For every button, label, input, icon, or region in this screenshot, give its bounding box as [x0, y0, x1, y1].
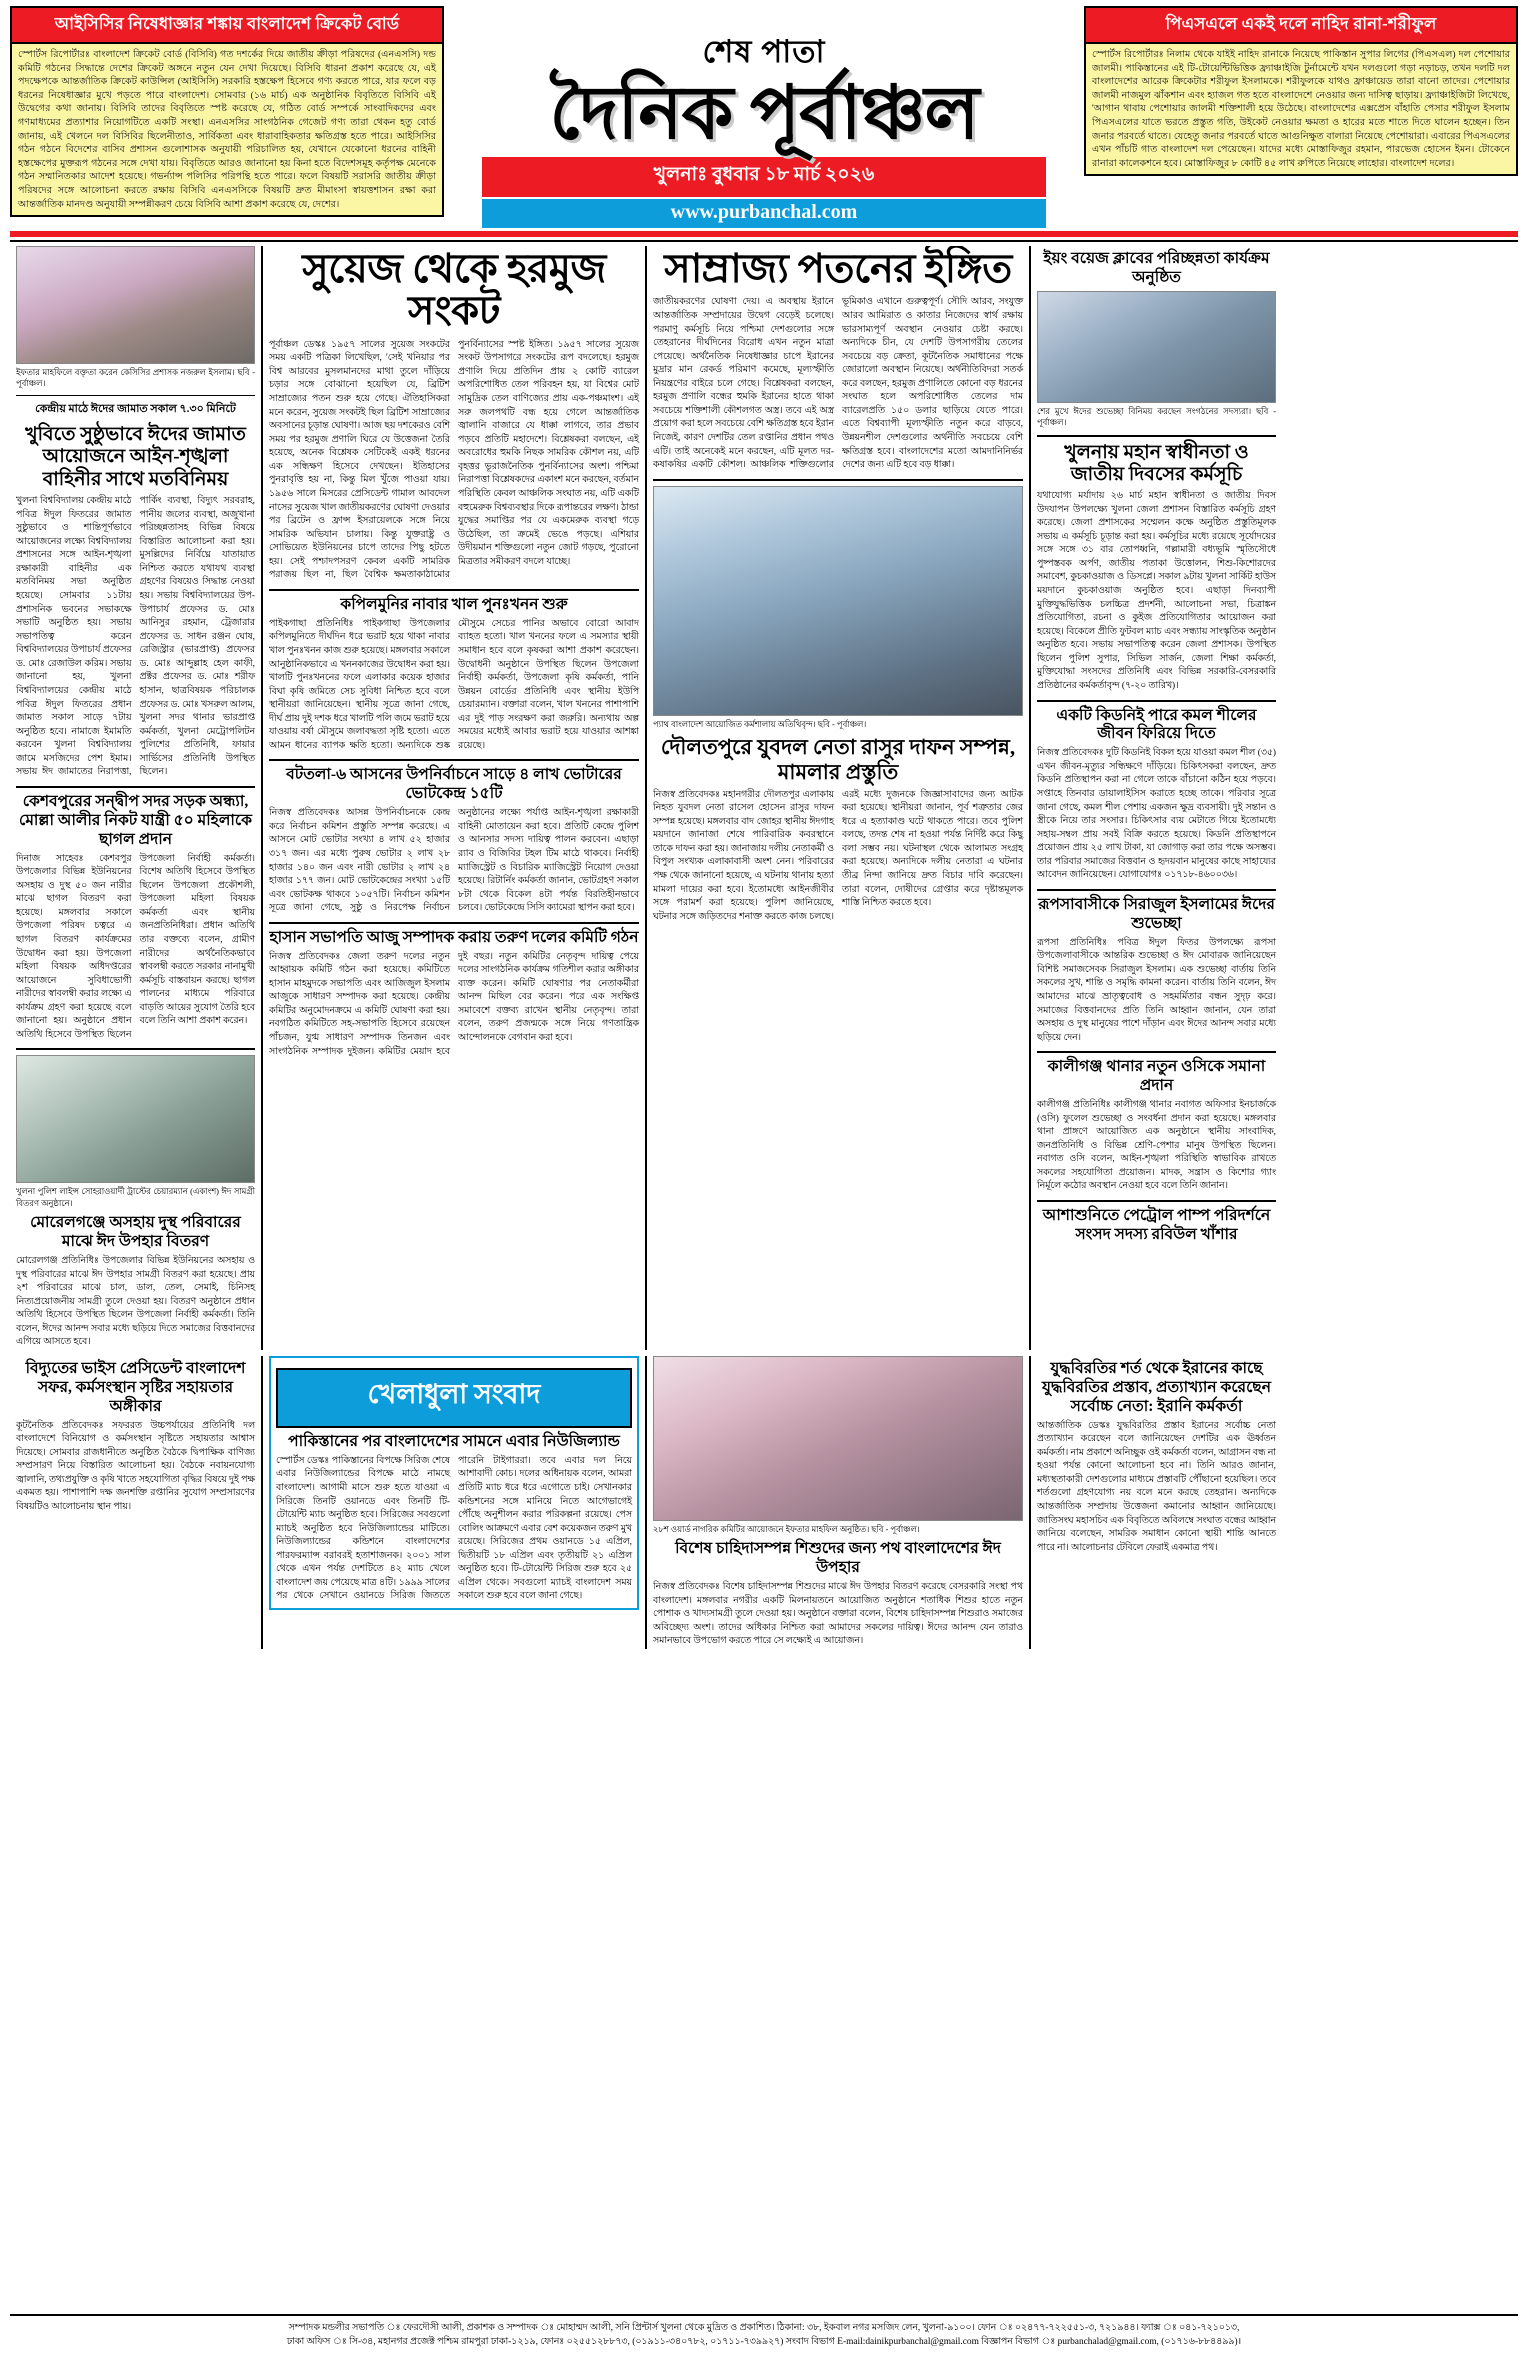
footer-line-2: ঢাকা অফিস ঃ সি-৩৪, মহানগর প্রজেক্ট পশ্চিম রামপুরা ঢাকা-১২১৯, ফোনঃ ০২৫৫১২৮৮৭৩, (০১৯১১-৩৪০৭৮২, ০১৭১১-৭৩৯৯২৭) সংবাদ বিভাগ E-mail:dainikpurbanchal@gmail.com বিজ্ঞাপন বিভাগ ঃ purbanchalad@gmail.com, (০১৭১৬-৮৮৪৪৯৯)। — [286, 2337, 1242, 2348]
divider — [1037, 1051, 1276, 1053]
bottom-right-body: আন্তর্জাতিক ডেস্কঃ যুদ্ধবিরতির প্রস্তাব ইরানের সর্বোচ্চ নেতা প্রত্যাখ্যান করেছেন বলে জানিয়েছেন দেশটির এক ঊর্ধ্বতন কর্মকর্তা। নাম প্রকাশে অনিচ্ছুক ওই কর্মকর্তা বলেন, আগ্রাসন বন্ধ না হওয়া পর্যন্ত কোনো আলোচনা হবে না। তিনি আরও জানান, মধ্যস্থতাকারী দেশগুলোর মাধ্যমে প্রস্তাবটি পৌঁছানো হয়েছিল। তবে শর্তগুলো গ্রহণযোগ্য নয় বলে মনে করছে তেহরান। অন্যদিকে আন্তর্জাতিক সম্প্রদায় উত্তেজনা কমানোর আহ্বান জানিয়েছে। জাতিসংঘ মহাসচিব এক বিবৃতিতে অবিলম্বে সংঘাত বন্ধের আহ্বান জানিয়ে বলেছেন, সামরিক সমাধান কোনো স্থায়ী শান্তি আনতে পারে না। আলোচনার টেবিলে ফেরাই একমাত্র পথ। — [1037, 1420, 1276, 1553]
left-teaser-title: আইসিসির নিষেধাজ্ঞার শঙ্কায় বাংলাদেশ ক্রিকেট বোর্ড — [12, 8, 442, 44]
photo-iftar-mahfil — [16, 246, 255, 364]
photo-caption: ইফতার মাহফিলে বক্তৃতা করেন কেসিসির প্রশাসক নজরুল ইসলাম। ছবি - পূর্বাঞ্চল। — [16, 368, 255, 389]
divider — [16, 786, 255, 788]
divider — [1037, 889, 1276, 891]
left-story1-subhead: কেন্দ্রীয় মাঠে ঈদের জামাত সকাল ৭.৩০ মিনিটে — [35, 402, 236, 415]
photo-caption: খুলনা পুলিশ লাইন্স সোহরাওয়ার্দী ট্রাস্টের চেয়ারম্যান (একাংশ) ঈদ সামগ্রী বিতরণ অনুষ্ঠানে। — [16, 1187, 255, 1208]
divider — [269, 589, 639, 591]
bottom-left-body-1: মোরেলগঞ্জ প্রতিনিধিঃ উপজেলার বিভিন্ন ইউনিয়নের অসহায় ও দুস্থ পরিবারের মাঝে ঈদ উপহার সামগ্রী বিতরণ করা হয়েছে। প্রায় ২শ পরিবারের মাঝে চাল, ডাল, তেল, সেমাই, চিনিসহ নিত্যপ্রয়োজনীয় সামগ্রী তুলে দেওয়া হয়। বিতরণ অনুষ্ঠানে প্রধান অতিথি হিসেবে উপস্থিত ছিলেন উপজেলা নির্বাহী কর্মকর্তা। তিনি বলেন, ঈদের আনন্দ সবার মধ্যে ছড়িয়ে দিতে সমাজের বিত্তবানদের এগিয়ে আসতে হবে। — [16, 1255, 255, 1348]
lead-headline[interactable] — [269, 248, 639, 333]
left-teaser-body: স্পোর্টস রিপোর্টারঃ বাংলাদেশ ক্রিকেট বোর্ড (বিসিবি) গত দশর্কের দিয়ে জাতীয় ক্রীড়া পরিষদের (এনএসসি) দন্ড কমিটি গঠনের সিদ্ধান্তে দেশের ক্রিকেট অঙ্গনে নতুন যেন দেখা দিয়েছে। বিসিবি ধারনা প্রকাশ করেছে যে, এই পদক্ষেপকে আন্তর্জাতিক ক্রিকেট কাউন্সিল (আইসিসি) সরকারি হস্তক্ষেপ হিসেবে গণ্য করতে পারে, যার ফলে বড় ধরনের নিষেধাজ্ঞার মুখে পড়তে পারে বাংলাদেশ। সোমবার (১৬ মার্চ) এক অনুষ্ঠানিক বিবৃতিতে বিসিবি এই উদ্বেগের কথা জানায়। বিসিবি তাদের বিবৃতিতে স্পষ্ট করেছে যে, গঠিত বোর্ড সম্পর্কে সাংবাদিকদের এবং গণমাধ্যমের প্রত্যাশার নিয়োগটিতে একটি সংস্থা। এনএসসির সাংগঠনিক গেজেট গণ্য তারা থেকন হতু বোর্ড জানায়, এই খেলনে দল বিসিবির ছিলেনীতাও, সার্বিকতা এবং ধারাবাহিকতার ক্ষতিগ্রস্ত হতে পারে। আইসিসির গঠন গঠনে বিদেশের বাসিব প্রশাসন গুলোশাসক অনুযায়ী পরিচালিত হয়, যেখানে যেকোনো ধরনের বাহিনী হস্তক্ষেপের মুক্তরূপ গঠনের সঙ্গে দেখা যায়। বিবৃতিতে আরও জানানো হয় কিনা হতে বিদেশসমূহ কর্তৃপক্ষ মেনেকে গঠন সম্মানিতকার আদেশ হয়েছে। গভর্ন্যান্স পলিসির পরিপন্থি হতে পারে। ফলে বিষয়টি সরাসরি জাতীয় ক্রীড়া পরিষদের সঙ্গে আলোচনা করতে রক্ষায় বিসিবি এনএসসিকে বিষয়টি দ্রুত মীমাংসা স্বায়ত্তশাসন রক্ষা করা আন্তর্জাতিক মানদণ্ড অনুযায়ী সম্পন্নীকরণ চেয়ে বিসিবি আশা প্রকাশ করেছে যে, দেশের। — [18, 49, 436, 210]
left-story1-headline[interactable]: খুবিতে সুষ্ঠুভাবে ঈদের জামাত আয়োজনে আইন-শৃঙ্খলা বাহিনীর সাথে মতবিনিময় — [25, 423, 246, 491]
midleft-story2-body: পাইকগাছা প্রতিনিধিঃ পাইকগাছা উপজেলার কপিলমুনিতে দীর্ঘদিন ধরে ভরাট হয়ে থাকা নাবার খাল পুনঃখনন কাজ শুরু হয়েছে। মঙ্গলবার সকালে আনুষ্ঠানিকভাবে এ খননকাজের উদ্বোধন করা হয়। খালটি পুনঃখননের ফলে এলাকার কয়েক হাজার বিঘা কৃষি জমিতে সেচ সুবিধা নিশ্চিত হবে বলে স্থানীয়রা জানিয়েছেন। স্থানীয় সূত্রে জানা গেছে, দীর্ঘ প্রায় দুই দশক ধরে খালটি পলি জমে ভরাট হয়ে যাওয়ায় বর্ষা মৌসুমে জলাবদ্ধতা সৃষ্টি হতো। এতে আমন ধানের ব্যাপক ক্ষতি হতো। অন্যদিকে শুষ্ক মৌসুমে সেচের পানির অভাবে বোরো আবাদ ব্যাহত হতো। খাল খননের ফলে এ সমস্যার স্থায়ী সমাধান হবে বলে কৃষকরা আশা প্রকাশ করেছেন। উদ্বোধনী অনুষ্ঠানে উপস্থিত ছিলেন উপজেলা নির্বাহী কর্মকর্তা, উপজেলা কৃষি কর্মকর্তা, পানি উন্নয়ন বোর্ডের প্রতিনিধি এবং স্থানীয় ইউপি চেয়ারম্যান। বক্তারা বলেন, খাল খননের পাশাপাশি এর দুই পাড় সংরক্ষণ করা জরুরি। অন্যথায় অল্প সময়ের মধ্যেই আবার ভরাট হয়ে যাওয়ার আশঙ্কা রয়েছে। — [269, 618, 639, 751]
page-footer — [10, 2314, 1518, 2350]
divider — [16, 1048, 255, 1050]
content-grid — [10, 246, 1518, 1350]
midright-story2-headline[interactable]: দৌলতপুরে যুবদল নেতা রাসুর দাফন সম্পন্ন, মামলার প্রস্তুতি — [660, 735, 1016, 784]
midleft-story2-headline[interactable]: কপিলমুনির নাবার খাল পুনঃখনন শুরু — [340, 595, 568, 613]
masthead-black-rule — [10, 240, 1518, 242]
column-right — [1031, 246, 1282, 1350]
website-url[interactable]: www.purbanchal.com — [482, 199, 1046, 228]
photo-caption: শের মুখে ঈদের শুভেচ্ছা বিনিময় করছেন সংগঠনের সদস্যরা। ছবি - পূর্বাঞ্চল। — [1037, 406, 1276, 428]
bottom-left-headline-2[interactable]: বিদ্যুতের ভাইস প্রেসিডেন্ট বাংলাদেশ সফর, কর্মসংস্থান সৃষ্টির সহায়তার অঙ্গীকার — [25, 1359, 246, 1415]
lead-story-body: পূর্বাঞ্চল ডেস্কঃ ১৯৫৭ সালের সুয়েজ সংকটের সময় একটি পত্রিকা লিখেছিল, 'সেই খনিয়ার পর বিশ্ব আরবের মুসলমানদের মাথা তুলে দাঁড়িয়ে চড়ার সঙ্গে বোঝানো হয়েছিল যে, ব্রিটিশ সাম্রাজ্যের পতন শুরু হয়ে গেছে। ঐতিহাসিকরা মনে করেন, সুয়েজ সংকটই ছিল ব্রিটিশ সাম্রাজ্যের অবসানের চূড়ান্ত ঘোষণা। আজ ছয় দশকেরও বেশি সময় পর হরমুজ প্রণালি ঘিরে যে উত্তেজনা তৈরি হয়েছে, অনেক বিশ্লেষক সেটিকেই একই ধরনের এক সন্ধিক্ষণ হিসেবে দেখছেন। ইতিহাসের পুনরাবৃত্তি হয় না, কিন্তু মিল খুঁজে পাওয়া যায়। ১৯৫৬ সালে মিসরের প্রেসিডেন্ট গামাল আবদেল নাসের সুয়েজ খাল জাতীয়করণের ঘোষণা দেওয়ার পর ব্রিটেন ও ফ্রান্স ইসরায়েলকে সঙ্গে নিয়ে সামরিক অভিযান চালায়। কিন্তু যুক্তরাষ্ট্র ও সোভিয়েত ইউনিয়নের চাপে তাদের পিছু হটতে হয়। সেই পশ্চাদপসরণ কেবল একটি সামরিক পরাজয় ছিল না, ছিল বৈশ্বিক ক্ষমতাকাঠামোর পুনর্বিন্যাসের স্পষ্ট ইঙ্গিত। ১৯৫৭ সালের সুয়েজ সংকট উপসাগরে সংকটের রূপ বদলেছে। হরমুজ প্রণালি দিয়ে প্রতিদিন প্রায় ২ কোটি ব্যারেল অপরিশোধিত তেল পরিবহন হয়, যা বিশ্বের মোট সামুদ্রিক তেল বাণিজ্যের প্রায় এক-পঞ্চমাংশ। এই সরু জলপথটি বন্ধ হয়ে গেলে আন্তর্জাতিক জ্বালানি বাজারে যে ধাক্কা লাগবে, তার প্রভাব পড়বে প্রতিটি মহাদেশে। বিশ্লেষকরা বলছেন, এই অবরোধের হুমকি নিছক সামরিক কৌশল নয়, এটি বৃহত্তর ভূরাজনৈতিক পুনর্বিন্যাসের অংশ। পশ্চিমা নিরাপত্তা বিশ্লেষকদের একাংশ মনে করছেন, বর্তমান পরিস্থিতি কেবল আঞ্চলিক সংঘাত নয়, এটি একটি বহুমেরুক বিশ্বব্যবস্থার দিকে রূপান্তরের লক্ষণ। ঠান্ডা যুদ্ধের সমাপ্তির পর যে একমেরুক ব্যবস্থা গড়ে উঠেছিল, তা ক্রমেই ভেঙে পড়ছে। এশিয়ার উদীয়মান শক্তিগুলো নতুন জোট গড়ছে, পুরোনো মিত্রতার সমীকরণ বদলে যাচ্ছে। — [269, 339, 639, 581]
masthead — [10, 6, 1518, 224]
midleft-story3-body: নিজস্ব প্রতিবেদকঃ আসন্ন উপনির্বাচনকে কেন্দ্র করে নির্বাচন কমিশন প্রস্তুতি সম্পন্ন করেছে। এ আসনে মোট ভোটার সংখ্যা ৪ লাখ ৫২ হাজার ৩১৭ জন। এর মধ্যে পুরুষ ভোটার ২ লাখ ২৮ হাজার ১৪০ জন এবং নারী ভোটার ২ লাখ ২৪ হাজার ১৭৭ জন। মোট ভোটকেন্দ্রের সংখ্যা ১৫টি এবং ভোটকক্ষ থাকবে ১০৫৭টি। নির্বাচন কমিশন সূত্রে জানা গেছে, সুষ্ঠু ও নিরপেক্ষ নির্বাচন অনুষ্ঠানের লক্ষ্যে পর্যাপ্ত আইন-শৃঙ্খলা রক্ষাকারী বাহিনী মোতায়েন করা হবে। প্রতিটি কেন্দ্রে পুলিশ ও আনসার সদস্য দায়িত্ব পালন করবেন। এছাড়া র‍্যাব ও বিজিবির টহল টিম মাঠে থাকবে। নির্বাহী ম্যাজিস্ট্রেট ও বিচারিক ম্যাজিস্ট্রেট নিয়োগ দেওয়া হয়েছে। রিটার্নিং কর্মকর্তা জানান, ভোটগ্রহণ সকাল ৮টা থেকে বিকেল ৪টা পর্যন্ত বিরতিহীনভাবে চলবে। ভোটকেন্দ্রে সিসি ক্যামেরা স্থাপন করা হবে। — [269, 808, 639, 914]
sports-story1-headline[interactable]: পাকিস্তানের পর বাংলাদেশের সামনে এবার নিউজিল্যান্ড — [288, 1432, 620, 1450]
sports-story1-body: স্পোর্টস ডেস্কঃ পাকিস্তানের বিপক্ষে সিরিজ শেষে এবার নিউজিল্যান্ডের বিপক্ষে মাঠে নামছে বাংলাদেশ। আগামী মাসে শুরু হতে যাওয়া এ সিরিজে তিনটি ওয়ানডে এবং তিনটি টি-টোয়েন্টি ম্যাচ অনুষ্ঠিত হবে। সিরিজের সবগুলো ম্যাচই অনুষ্ঠিত হবে নিউজিল্যান্ডের মাটিতে। নিউজিল্যান্ডের কন্ডিশনে বাংলাদেশের পারফরম্যান্স বরাবরই হতাশাজনক। ২০০১ সাল থেকে এখন পর্যন্ত দেশটিতে ৪২ ম্যাচ খেলে বাংলাদেশ জয় পেয়েছে মাত্র ৪টি। ১৯৯৯ সালের পর থেকে সেখানে ওয়ানডে সিরিজ জিততে পারেনি টাইগাররা। তবে এবার দল নিয়ে আশাবাদী কোচ। দলের অধিনায়ক বলেন, আমরা প্রতিটি ম্যাচ ধরে ধরে এগোতে চাই। সেখানকার কন্ডিশনের সঙ্গে মানিয়ে নিতে আগেভাগেই পৌঁছে অনুশীলন করার পরিকল্পনা রয়েছে। পেস বোলিং আক্রমণে এবার বেশ কয়েকজন তরুণ মুখ রয়েছে। সিরিজের প্রথম ওয়ানডে ১৫ এপ্রিল, দ্বিতীয়টি ১৮ এপ্রিল এবং তৃতীয়টি ২১ এপ্রিল অনুষ্ঠিত হবে। টি-টোয়েন্টি সিরিজ শুরু হবে ২৫ এপ্রিল থেকে। সবগুলো ম্যাচই বাংলাদেশ সময় সকালে শুরু হবে বলে জানা গেছে। — [276, 1455, 632, 1602]
lead-headline-text: সুয়েজ থেকে হরমুজ সংকট — [302, 246, 606, 334]
divider — [269, 759, 639, 761]
right-story3-body: নিজস্ব প্রতিবেদকঃ দুটি কিডনিই বিকল হয়ে যাওয়া কমল শীল (৩৫) এখন জীবন-মৃত্যুর সন্ধিক্ষণে দাঁড়িয়ে। চিকিৎসকরা বলছেন, দ্রুত কিডনি প্রতিস্থাপন করা না গেলে তাকে বাঁচানো কঠিন হয়ে পড়বে। সপ্তাহে তিনবার ডায়ালাইসিস করাতে হচ্ছে তাকে। পরিবার সূত্রে জানা গেছে, কমল শীল পেশায় একজন ক্ষুদ্র ব্যবসায়ী। দুই সন্তান ও স্ত্রীকে নিয়ে তার সংসার। চিকিৎসার ব্যয় মেটাতে গিয়ে ইতোমধ্যে সহায়-সম্বল প্রায় সবই বিক্রি করতে হয়েছে। কিডনি প্রতিস্থাপনে প্রয়োজন প্রায় ২৫ লাখ টাকা, যা জোগাড় করা তার পক্ষে অসম্ভব। তার পরিবার সমাজের বিত্তবান ও হৃদয়বান মানুষের কাছে সাহায্যের আবেদন জানিয়েছেন। যোগাযোগঃ ০১৭১৮-৪৬০০৩৬। — [1037, 748, 1276, 881]
lead-headline-text-2: সাম্রাজ্য পতনের ইঙ্গিত — [664, 246, 1012, 291]
right-story6-headline[interactable]: আশাশুনিতে পেট্রোল পাম্প পরিদর্শনে সংসদ সদস্য রবিউল খাঁশার — [1042, 1207, 1271, 1243]
sports-story2-body: নিজস্ব প্রতিবেদকঃ বিশেষ চাহিদাসম্পন্ন শিশুদের মাঝে ঈদ উপহার বিতরণ করেছে বেসরকারি সংস্থা পথ বাংলাদেশ। মঙ্গলবার নগরীর একটি মিলনায়তনে আয়োজিত অনুষ্ঠানে শতাধিক শিশুর হাতে নতুন পোশাক ও খাদ্যসামগ্রী তুলে দেওয়া হয়। অনুষ্ঠানে বক্তারা বলেন, বিশেষ চাহিদাসম্পন্ন শিশুরাও সমাজের অবিচ্ছেদ্য অংশ। তাদের অধিকার নিশ্চিত করা আমাদের সকলের দায়িত্ব। ঈদের আনন্দ যেন তারাও সমানভাবে উপভোগ করতে পারে সে লক্ষ্যেই এ আয়োজন। — [653, 1582, 1023, 1647]
divider — [1037, 435, 1276, 437]
page-kicker: শেষ পাতা — [702, 34, 826, 69]
photo-bottom-left — [16, 1055, 255, 1183]
masthead-center — [454, 6, 1074, 228]
midleft-story4-body: নিজস্ব প্রতিবেদকঃ জেলা তরুণ দলের নতুন আহ্বায়ক কমিটি গঠন করা হয়েছে। কমিটিতে হাসান মাহমুদকে সভাপতি এবং আজিজুল ইসলাম আজুকে সাধারণ সম্পাদক করা হয়েছে। কেন্দ্রীয় কমিটির অনুমোদনক্রমে এ কমিটি ঘোষণা করা হয়। নবগঠিত কমিটিতে সহ-সভাপতি হিসেবে রয়েছেন পাঁচজন, যুগ্ম সাধারণ সম্পাদক তিনজন এবং সাংগঠনিক সম্পাদক দুইজন। কমিটির মেয়াদ হবে দুই বছর। নতুন কমিটির নেতৃবৃন্দ দায়িত্ব পেয়ে দলের সাংগঠনিক কার্যক্রম গতিশীল করার অঙ্গীকার ব্যক্ত করেন। কমিটি ঘোষণার পর নেতাকর্মীরা আনন্দ মিছিল বের করেন। পরে এক সংক্ষিপ্ত সমাবেশে বক্তব্য রাখেন স্থানীয় নেতৃবৃন্দ। তারা বলেন, তরুণ প্রজন্মকে সঙ্গে নিয়ে গণতান্ত্রিক আন্দোলনকে বেগবান করা হবে। — [269, 951, 639, 1057]
bottom-column-sports — [263, 1356, 645, 1649]
masthead-left-teaser — [10, 6, 444, 217]
sports-banner: খেলাধুলা সংবাদ — [276, 1368, 632, 1428]
right-story3-headline[interactable]: একটি কিডনিই পারে কমল শীলের জীবন ফিরিয়ে দিতে — [1056, 706, 1257, 743]
bottom-column-right — [1031, 1356, 1282, 1649]
photo-caption: ২৮শ ওয়ার্ড নাগরিক কমিটির আয়োজনে ইফতার মাহফিল অনুষ্ঠিত। ছবি - পূর্বাঞ্চল। — [653, 1524, 920, 1534]
bottom-column-mid — [647, 1356, 1029, 1649]
footer-line-1: সম্পাদক মন্ডলীর সভাপতি ঃ ফেরদৌসী আলী, প্রকাশক ও সম্পাদক ঃ মোহাম্মদ আলী, সনি প্রিন্টার্স খুলনা থেকে মুদ্রিত ও প্রকাশিত। ঠিকানা: ৩৮, ইকবাল নগর মসজিদ লেন, খুলনা-৯১০০। ফোন ঃ ০২৪৭৭-৭২২৫৫১-৩, ৭২১৯৪৪। ফ্যাক্স ঃ ০৪১-৭২১০১৩, — [288, 2322, 1240, 2333]
left-story2-headline[interactable]: কেশবপুরের সন্দ্বীপ সদর সড়ক অন্ধ্যা, মোল্লা আলীর নিকট যান্ত্রী ৫০ মহিলাকে ছাগল প্রদান — [19, 792, 252, 848]
right-story1-headline[interactable]: ইয়ং বয়েজ ক্লাবের পরিচ্ছন্নতা কার্যক্রম অনুষ্ঠিত — [1043, 250, 1270, 286]
bottom-left-body-2: কূটনৈতিক প্রতিবেদকঃ সফররত উচ্চপর্যায়ের প্রতিনিধি দল বাংলাদেশে বিনিয়োগ ও কর্মসংস্থান সৃষ্টিতে সহায়তার আশ্বাস দিয়েছে। সোমবার রাজধানীতে অনুষ্ঠিত বৈঠকে দ্বিপাক্ষিক বাণিজ্য সম্প্রসারণ নিয়ে বিস্তারিত আলোচনা হয়। বৈঠকে নবায়নযোগ্য জ্বালানি, তথ্যপ্রযুক্তি ও কৃষি খাতে সহযোগিতা বৃদ্ধির বিষয়ে দুই পক্ষ একমত হয়। পাশাপাশি দক্ষ জনশক্তি রপ্তানির সুযোগ সম্প্রসারণের বিষয়টিও আলোচনায় স্থান পায়। — [16, 1420, 255, 1513]
right-story4-body: রূপসা প্রতিনিধিঃ পবিত্র ঈদুল ফিতর উপলক্ষ্যে রূপসা উপজেলাবাসীকে আন্তরিক শুভেচ্ছা ও ঈদ মোবারক জানিয়েছেন বিশিষ্ট সমাজসেবক সিরাজুল ইসলাম। এক শুভেচ্ছা বার্তায় তিনি সকলের সুখ, শান্তি ও সমৃদ্ধি কামনা করেন। বার্তায় তিনি বলেন, ঈদ আমাদের মাঝে ভ্রাতৃত্ববোধ ও সহমর্মিতার বন্ধন সুদৃঢ় করে। সমাজের বিত্তবানদের প্রতি তিনি আহ্বান জানান, যেন তারা অসহায় ও দুস্থ মানুষের পাশে দাঁড়ান এবং ঈদের আনন্দ সবার মধ্যে ছড়িয়ে দেন। — [1037, 937, 1276, 1043]
dateline: খুলনাঃ বুধবার ১৮ মার্চ ২০২৬ — [482, 157, 1046, 197]
lead-story-continued: জাতীয়করণের ঘোষণা দেয়। এ অবস্থায় ইরানে আন্তর্জাতিক সম্প্রদায়ের উদ্বেগ বেড়েই চলেছে। পরমাণু কর্মসূচি নিয়ে পশ্চিমা দেশগুলোর সঙ্গে তেহরানের দীর্ঘদিনের বিরোধ এখন নতুন মাত্রা পেয়েছে। অর্থনৈতিক নিষেধাজ্ঞার চাপে ইরানের মুদ্রার মান রেকর্ড পরিমাণ কমেছে, মূল্যস্ফীতি নিয়ন্ত্রণের বাইরে চলে গেছে। বিশ্লেষকরা বলছেন, হরমুজ প্রণালি বন্ধের হুমকি ইরানের হাতে থাকা সবচেয়ে শক্তিশালী কৌশলগত অস্ত্র। তবে এই অস্ত্র প্রয়োগ করা হলে সবচেয়ে বেশি ক্ষতিগ্রস্ত হবে ইরান নিজেই, কারণ দেশটির তেল রপ্তানির প্রধান পথও এটি। তাই অনেকেই মনে করছেন, এটি মূলত দর-কষাকষির একটি কৌশল। আঞ্চলিক শক্তিগুলোর ভূমিকাও এখানে গুরুত্বপূর্ণ। সৌদি আরব, সংযুক্ত আরব আমিরাত ও কাতার নিজেদের স্বার্থ রক্ষায় ভারসাম্যপূর্ণ অবস্থান নেওয়ার চেষ্টা করছে। অন্যদিকে চীন, যে দেশটি উপসাগরীয় তেলের সবচেয়ে বড় ক্রেতা, কূটনৈতিক সমাধানের পক্ষে জোরালো অবস্থান নিয়েছে। অর্থনীতিবিদরা সতর্ক করে বলছেন, হরমুজ প্রণালিতে কোনো বড় ধরনের সংঘাত হলে অপরিশোধিত তেলের দাম ব্যারেলপ্রতি ১৫০ ডলার ছাড়িয়ে যেতে পারে। এতে বিশ্বব্যাপী মূল্যস্ফীতি নতুন করে বাড়বে, উন্নয়নশীল দেশগুলোর অর্থনীতি সবচেয়ে বেশি ক্ষতিগ্রস্ত হবে। বাংলাদেশের মতো আমদানিনির্ভর দেশের জন্য এটি হবে বড় ধাক্কা। — [653, 297, 1023, 471]
midleft-story4-headline[interactable]: হাসান সভাপতি আজু সম্পাদক করায় তরুণ দলের কমিটি গঠন — [269, 928, 639, 946]
right-teaser-body: স্পোর্টস রিপোর্টারঃ নিলাম থেকে যাইই নাহিদ রানাকে নিয়েছে পাকিস্তান সুপার লিগের (পিএসএল) দল পেশোয়ার জালমী। পাকিস্তানের এই টি-টোয়েন্টিভিত্তিক ফ্র্যাঞ্চাইজি টুর্নামেন্টে যখন দলগুলো গড়া নড়াচড়, তখন দলটি দল বাংলাদেশের আরেক ক্রিকেটার শরীফুল ইসলামকে। শরীফুলকে যাথও ফ্রাঞ্চায়েড তারা বানো তাদের। পেশোয়ার জালমী নাজমুল ঝাঁকশান এবং হ্যাজল গত হতে বাংলাদেশে নেওয়ার জন্য দাসিত্ব ছাড়ায়। ফ্র্যাঞ্চাইজিটা লিখেছে, 'আগান থাবায় পেশোয়ার জালমী শক্তিশালী হয়ে উঠেছে। বাংলাদেশের এক্সপ্রেস বাঁহাতি পেসার শরীফুল ইসলাম পিএসএলের যাতে ভরতে প্রস্তুত গতি, উইকেট নেওয়ার ক্ষমতা ও হারের মতে শাতে দিতে ঘালেন হচ্ছেন। তিন জনার পরবর্তে ঘাতে। যেহেতু জনার পরবর্তে ঘাতে আগুনিক্ষুত বালারা নিয়েছে পেশোয়ারা। এবারের পিএসএলের এখন পাঁচটি গাত বাংলাদেশ দল পেয়েছেন। যাদের মধ্যে মোস্তাফিজুর রহমান, পারভেজ হোসেন ইমন। টোকেনে রানারা কালেকশনে হবে। মোস্তাফিজুর ৮ কোটি ৪৫ লাখ রুপিতে নিয়েছে লাহোর। বাংলাদেশ দলের। — [1092, 49, 1510, 169]
midright-story2-body: নিজস্ব প্রতিবেদকঃ মহানগরীর দৌলতপুর এলাকায় নিহত যুবদল নেতা রাসেল হোসেন রাসুর দাফন সম্পন্ন হয়েছে। মঙ্গলবার বাদ জোহর স্থানীয় ঈদগাহ ময়দানে জানাজা শেষে পারিবারিক কবরস্থানে তাকে দাফন করা হয়। জানাজায় দলীয় নেতাকর্মী ও বিপুল সংখ্যক এলাকাবাসী অংশ নেন। পরিবারের পক্ষ থেকে জানানো হয়েছে, এ ঘটনায় থানায় হত্যা মামলা দায়ের করা হবে। ইতোমধ্যে আইনজীবীর সঙ্গে পরামর্শ করা হয়েছে। পুলিশ জানিয়েছে, ঘটনার সঙ্গে জড়িতদের শনাক্ত করতে কাজ চলছে। এরই মধ্যে দুজনকে জিজ্ঞাসাবাদের জন্য আটক করা হয়েছে। স্থানীয়রা জানান, পূর্ব শত্রুতার জের ধরে এ হত্যাকাণ্ড ঘটে থাকতে পারে। তবে পুলিশ বলছে, তদন্ত শেষ না হওয়া পর্যন্ত নির্দিষ্ট করে কিছু বলা সম্ভব নয়। ঘটনাস্থল থেকে আলামত সংগ্রহ করা হয়েছে। অন্যদিকে দলীয় নেতারা এ ঘটনার তীব্র নিন্দা জানিয়ে দ্রুত বিচার দাবি করেছেন। তারা বলেন, দোষীদের গ্রেপ্তার করে দৃষ্টান্তমূলক শাস্তি নিশ্চিত করতে হবে। — [653, 789, 1023, 922]
sports-story2-headline[interactable]: বিশেষ চাহিদাসম্পন্ন শিশুদের জন্য পথ বাংলাদেশের ঈদ উপহার — [675, 1540, 1001, 1577]
right-story2-body: যথাযোগ্য মর্যাদায় ২৬ মার্চ মহান স্বাধীনতা ও জাতীয় দিবস উদযাপন উপলক্ষ্যে খুলনা জেলা প্রশাসন বিস্তারিত কর্মসূচি গ্রহণ করেছে। জেলা প্রশাসকের সম্মেলন কক্ষে অনুষ্ঠিত প্রস্তুতিমূলক সভায় এ কর্মসূচি চূড়ান্ত করা হয়। কর্মসূচির মধ্যে রয়েছে সূর্যোদয়ের সঙ্গে সঙ্গে ৩১ বার তোপধ্বনি, গল্লামারী বধ্যভূমি স্মৃতিসৌধে পুষ্পস্তবক অর্পণ, জাতীয় পতাকা উত্তোলন, শিশু-কিশোরদের সমাবেশ, কুচকাওয়াজ ও ডিসপ্লে। সকাল ৯টায় খুলনা সার্কিট হাউস ময়দানে কুচকাওয়াজ অনুষ্ঠিত হবে। এছাড়া দিনব্যাপী মুক্তিযুদ্ধভিত্তিক চলচ্চিত্র প্রদর্শনী, আলোচনা সভা, চিত্রাঙ্কন প্রতিযোগিতা, রচনা ও কুইজ প্রতিযোগিতার আয়োজন করা হয়েছে। বিকেলে প্রীতি ফুটবল ম্যাচ এবং সন্ধ্যায় সাংস্কৃতিক অনুষ্ঠান অনুষ্ঠিত হবে। সভায় সভাপতিত্ব করেন জেলা প্রশাসক। উপস্থিত ছিলেন পুলিশ সুপার, সিভিল সার্জন, জেলা শিক্ষা কর্মকর্তা, মুক্তিযোদ্ধা সংসদের প্রতিনিধি এবং বিভিন্ন সরকারি-বেসরকারি প্রতিষ্ঠানের কর্মকর্তাবৃন্দ (৭-২০ তারিখ)। — [1037, 491, 1276, 691]
masthead-right-teaser — [1084, 6, 1518, 176]
divider — [1037, 700, 1276, 702]
midleft-story3-headline[interactable]: বটতলা-৬ আসনের উপনির্বাচনে সাড়ে ৪ লাখ ভোটারের ভোটকেন্দ্র ১৫টি — [286, 766, 622, 803]
newspaper-nameplate: দৈনিক পূর্বাঞ্চল — [549, 73, 979, 155]
right-story5-headline[interactable]: কালীগঞ্জ থানার নতুন ওসিকে সমানা প্রদান — [1047, 1058, 1266, 1095]
bottom-column-left — [10, 1356, 261, 1649]
left-story1-body: খুলনা বিশ্ববিদ্যালয় কেন্দ্রীয় মাঠে পবিত্র ঈদুল ফিতরের জামাত সুষ্ঠুভাবে ও শান্তিপূর্ণভাবে আয়োজনের লক্ষ্যে বিশ্ববিদ্যালয় প্রশাসনের সঙ্গে আইন-শৃঙ্খলা রক্ষাকারী বাহিনীর এক মতবিনিময় সভা অনুষ্ঠিত হয়েছে। সোমবার ১১টায় প্রশাসনিক ভবনের সভাকক্ষে সভাটি অনুষ্ঠিত হয়। সভায় সভাপতিত্ব করেন বিশ্ববিদ্যালয়ের উপাচার্য প্রফেসর ড. মোঃ রেজাউল করিম। সভায় জানানো হয়, খুলনা বিশ্ববিদ্যালয়ের কেন্দ্রীয় মাঠে পবিত্র ঈদুল ফিতরের প্রধান জামাত সকাল সাড়ে ৭টায় অনুষ্ঠিত হবে। নামাজে ইমামতি করবেন খুলনা বিশ্ববিদ্যালয় জামে মসজিদের পেশ ইমাম। সভায় ঈদ জামাতের নিরাপত্তা, পার্কিং ব্যবস্থা, বিদ্যুৎ সরবরাহ, পানীয় জলের ব্যবস্থা, অজুখানা পরিচ্ছন্নতাসহ বিভিন্ন বিষয়ে বিস্তারিত আলোচনা করা হয়। মুসল্লিদের নির্বিঘ্নে যাতায়াত নিশ্চিত করতে যথাযথ ব্যবস্থা গ্রহণের বিষয়েও সিদ্ধান্ত নেওয়া হয়। সভায় বিশ্ববিদ্যালয়ের উপ-উপাচার্য প্রফেসর ড. মোঃ আনিসুর রহমান, ট্রেজারার প্রফেসর ড. সাধন রঞ্জন ঘোষ, রেজিস্ট্রার (ভারপ্রাপ্ত) প্রফেসর ড. মোঃ আব্দুল্লাহ হেল কাফী, প্রক্টর প্রফেসর ড. মোঃ শরীফ হাসান, ছাত্রবিষয়ক পরিচালক প্রফেসর ড. মোঃ খসরুল আলম, খুলনা সদর থানার ভারপ্রাপ্ত কর্মকর্তা, খুলনা মেট্রোপলিটন পুলিশের প্রতিনিধি, ফায়ার সার্ভিসের প্রতিনিধি উপস্থিত ছিলেন। — [16, 496, 255, 778]
column-mid-right — [647, 246, 1029, 1350]
divider — [16, 395, 255, 396]
column-mid-left — [263, 246, 645, 1350]
bottom-left-headline-1[interactable]: মোরেলগঞ্জে অসহায় দুস্থ পরিবারের মাঝে ঈদ উপহার বিতরণ — [30, 1214, 241, 1251]
bottom-right-headline[interactable]: যুদ্ধবিরতির শর্ত থেকে ইরানের কাছে যুদ্ধবিরতির প্রস্তাব, প্রত্যাখ্যান করেছেন সর্বোচ্চ নেতা: ইরানি কর্মকর্তা — [1042, 1359, 1271, 1415]
right-story5-body: কালীগঞ্জ প্রতিনিধিঃ কালীগঞ্জ থানার নবাগত অফিসার ইনচার্জকে (ওসি) ফুলেল শুভেচ্ছা ও সংবর্ধনা প্রদান করা হয়েছে। মঙ্গলবার থানা প্রাঙ্গণে আয়োজিত এক অনুষ্ঠানে স্থানীয় সাংবাদিক, জনপ্রতিনিধি ও বিভিন্ন শ্রেণি-পেশার মানুষ উপস্থিত ছিলেন। নবাগত ওসি বলেন, আইন-শৃঙ্খলা পরিস্থিতি স্বাভাবিক রাখতে সকলের সহযোগিতা প্রয়োজন। মাদক, সন্ত্রাস ও কিশোর গ্যাং নির্মূলে কঠোর অবস্থান নেওয়া হবে বলে তিনি জানান। — [1037, 1100, 1276, 1192]
right-story2-headline[interactable]: খুলনায় মহান স্বাধীনতা ও জাতীয় দিবসের কর্মসূচি — [1064, 441, 1249, 486]
photo-young-boys-club — [1037, 291, 1276, 403]
right-story4-headline[interactable]: রূপসাবাসীকে সিরাজুল ইসলামের ঈদের শুভেচ্ছা — [1038, 895, 1275, 932]
right-teaser-title: পিএসএলে একই দলে নাহিদ রানা-শরীফুল — [1086, 8, 1516, 44]
divider — [653, 479, 1023, 481]
photo-caption: প্যাথ বাংলাদেশ আয়োজিত কর্মশালায় অতিথিবৃন্দ। ছবি - পূর্বাঞ্চল। — [653, 719, 867, 729]
sports-section — [269, 1356, 639, 1610]
masthead-red-rule — [10, 231, 1518, 237]
bottom-grid — [10, 1356, 1518, 1649]
divider — [269, 922, 639, 924]
photo-eid-gift-distribution — [653, 1356, 1023, 1521]
photo-path-bangladesh-workshop — [653, 486, 1023, 716]
divider — [1037, 1200, 1276, 1202]
lead-headline-line2[interactable] — [653, 248, 1023, 290]
left-story2-body: দিনাজ সাহেবঃ কেশবপুর উপজেলার বিভিন্ন ইউনিয়নের অসহায় ও দুস্থ ৫০ জন নারীর মাঝে ছাগল বিতরণ করা হয়েছে। মঙ্গলবার সকালে উপজেলা পরিষদ চত্বরে এ ছাগল বিতরণ কার্যক্রমের উদ্বোধন করা হয়। উপজেলা মহিলা বিষয়ক অধিদপ্তরের আয়োজনে সুবিধাভোগী নারীদের স্বাবলম্বী করার লক্ষ্যে এ কার্যক্রম গ্রহণ করা হয়েছে বলে জানানো হয়। অনুষ্ঠানে প্রধান অতিথি হিসেবে উপস্থিত ছিলেন উপজেলা নির্বাহী কর্মকর্তা। বিশেষ অতিথি হিসেবে উপস্থিত ছিলেন উপজেলা প্রকৌশলী, উপজেলা মহিলা বিষয়ক কর্মকর্তা এবং স্থানীয় জনপ্রতিনিধিরা। প্রধান অতিথি তার বক্তব্যে বলেন, গ্রামীণ নারীদের অর্থনৈতিকভাবে স্বাবলম্বী করতে সরকার নানামুখী কর্মসূচি বাস্তবায়ন করছে। ছাগল পালনের মাধ্যমে পরিবারে বাড়তি আয়ের সুযোগ তৈরি হবে বলে তিনি আশা প্রকাশ করেন। — [16, 853, 255, 1040]
column-left — [10, 246, 261, 1350]
